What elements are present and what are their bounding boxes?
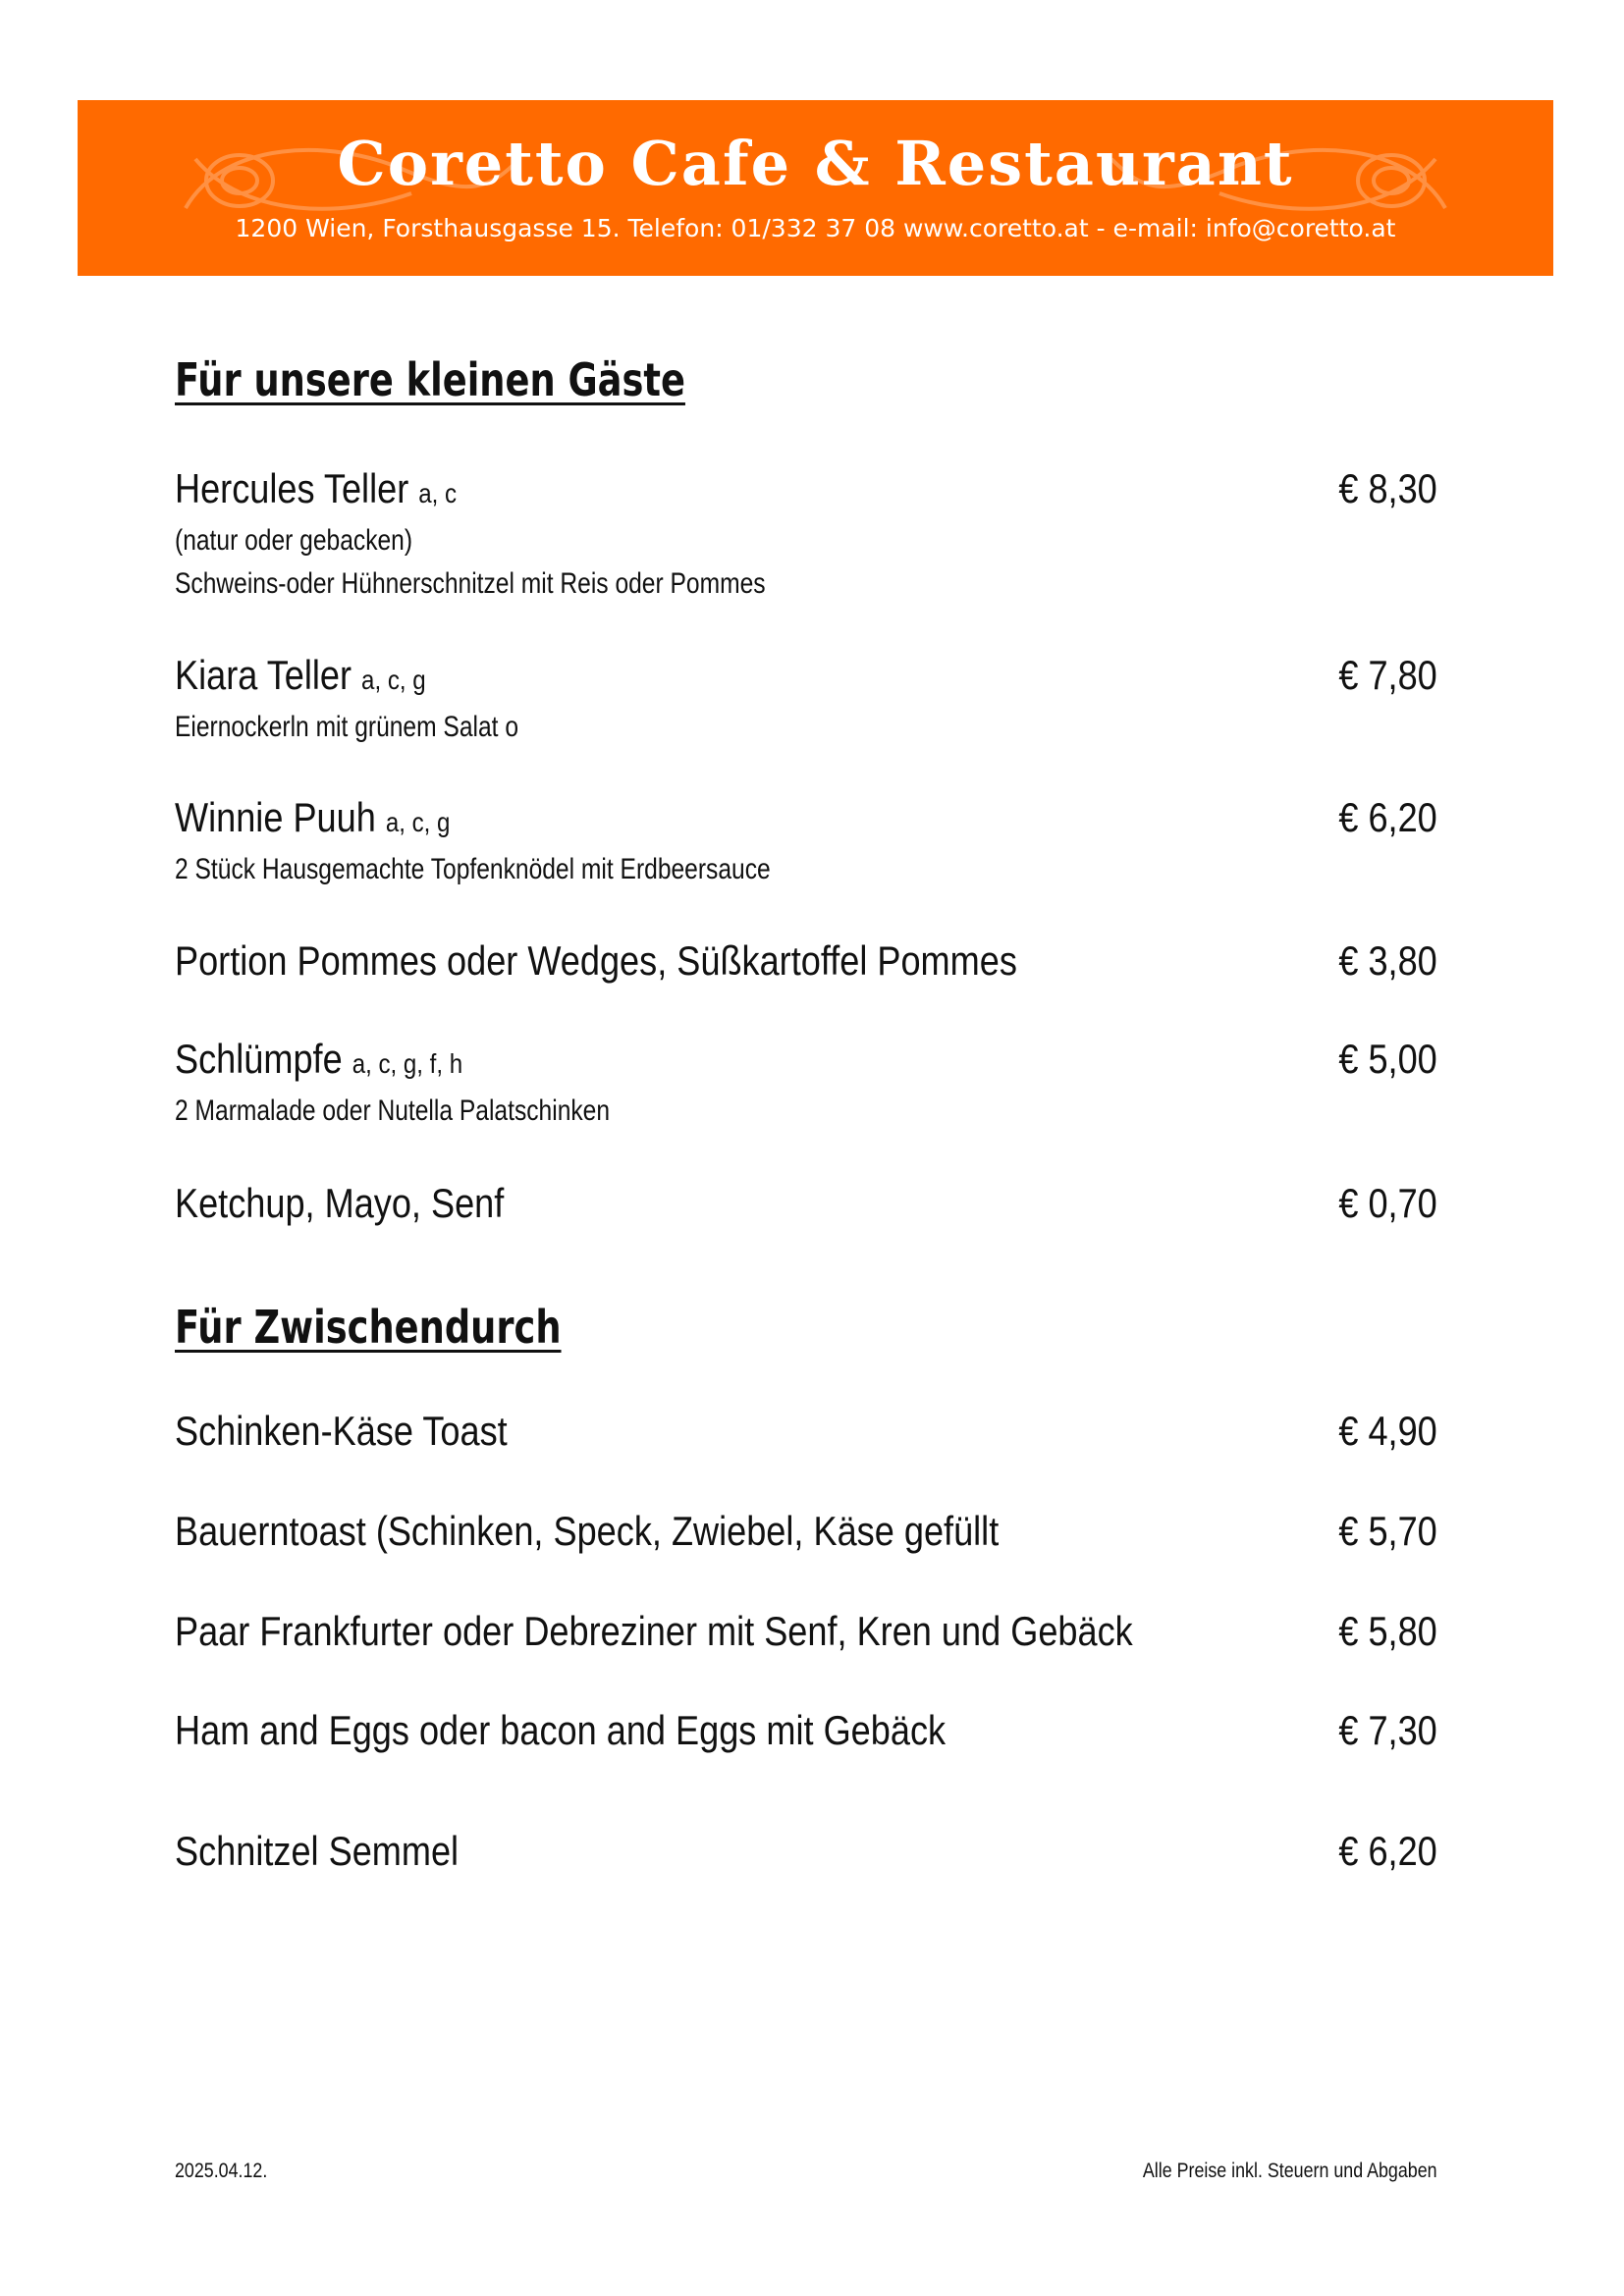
item-price: € 8,30 — [1338, 465, 1437, 511]
item-description: 2 Stück Hausgemachte Topfenknödel mit Erdbeersauce — [175, 853, 771, 885]
menu-item — [175, 1826, 1437, 1877]
item-price: € 7,30 — [1338, 1707, 1437, 1753]
item-allergens: a, c, g — [385, 807, 451, 837]
item-name: Ham and Eggs oder bacon and Eggs mit Gebäck — [175, 1707, 947, 1753]
item-name: Ketchup, Mayo, Senf — [175, 1180, 505, 1226]
item-name: Schinken-Käse Toast — [175, 1408, 508, 1454]
menu-item — [175, 792, 1437, 891]
item-price: € 6,20 — [1338, 1828, 1437, 1874]
item-price: € 4,90 — [1338, 1408, 1437, 1454]
item-name: Kiara Teller a, c, g — [175, 652, 426, 698]
menu-item — [175, 1034, 1437, 1133]
menu-item — [175, 1506, 1437, 1557]
menu-item — [175, 1606, 1437, 1657]
item-price: € 7,80 — [1338, 652, 1437, 698]
item-price: € 5,00 — [1338, 1036, 1437, 1082]
item-name: Schlümpfe a, c, g, f, h — [175, 1036, 463, 1082]
restaurant-name: Coretto Cafe & Restaurant — [337, 128, 1294, 199]
item-description: (natur oder gebacken) — [175, 524, 413, 557]
menu-item — [175, 463, 1437, 606]
item-price: € 6,20 — [1338, 794, 1437, 840]
item-name: Hercules Teller a, c — [175, 465, 458, 511]
item-description: 2 Marmalade oder Nutella Palatschinken — [175, 1095, 611, 1127]
header-banner — [78, 100, 1553, 276]
section-title-snacks: Für Zwischendurch — [175, 1301, 562, 1354]
menu-item — [175, 1705, 1437, 1756]
menu-item — [175, 650, 1437, 749]
contact-info: 1200 Wien, Forsthausgasse 15. Telefon: 01/332 37 08 www.coretto.at - e-mail: info@coretto.at — [235, 214, 1396, 242]
menu-item — [175, 1178, 1437, 1229]
item-name: Winnie Puuh a, c, g — [175, 794, 451, 840]
item-price: € 3,80 — [1338, 937, 1437, 984]
item-name: Portion Pommes oder Wedges, Süßkartoffel Pommes — [175, 937, 1017, 984]
menu-item — [175, 935, 1437, 987]
footer-note: Alle Preise inkl. Steuern und Abgaben — [1143, 2160, 1437, 2182]
item-name: Schnitzel Semmel — [175, 1828, 460, 1874]
item-price: € 5,70 — [1338, 1508, 1437, 1554]
item-price: € 0,70 — [1338, 1180, 1437, 1226]
item-description: Eiernockerln mit grünem Salat o — [175, 711, 519, 743]
item-name: Paar Frankfurter oder Debreziner mit Senf, Kren und Gebäck — [175, 1608, 1133, 1654]
item-price: € 5,80 — [1338, 1608, 1437, 1654]
item-name: Bauerntoast (Schinken, Speck, Zwiebel, Käse gefüllt — [175, 1508, 1000, 1554]
menu-item — [175, 1406, 1437, 1457]
item-allergens: a, c, g, f, h — [352, 1048, 463, 1079]
footer-date: 2025.04.12. — [175, 2160, 268, 2182]
section-title-kids: Für unsere kleinen Gäste — [175, 353, 685, 406]
item-allergens: a, c — [418, 478, 458, 508]
item-allergens: a, c, g — [361, 665, 426, 695]
item-description: Schweins-oder Hühnerschnitzel mit Reis oder Pommes — [175, 567, 766, 600]
